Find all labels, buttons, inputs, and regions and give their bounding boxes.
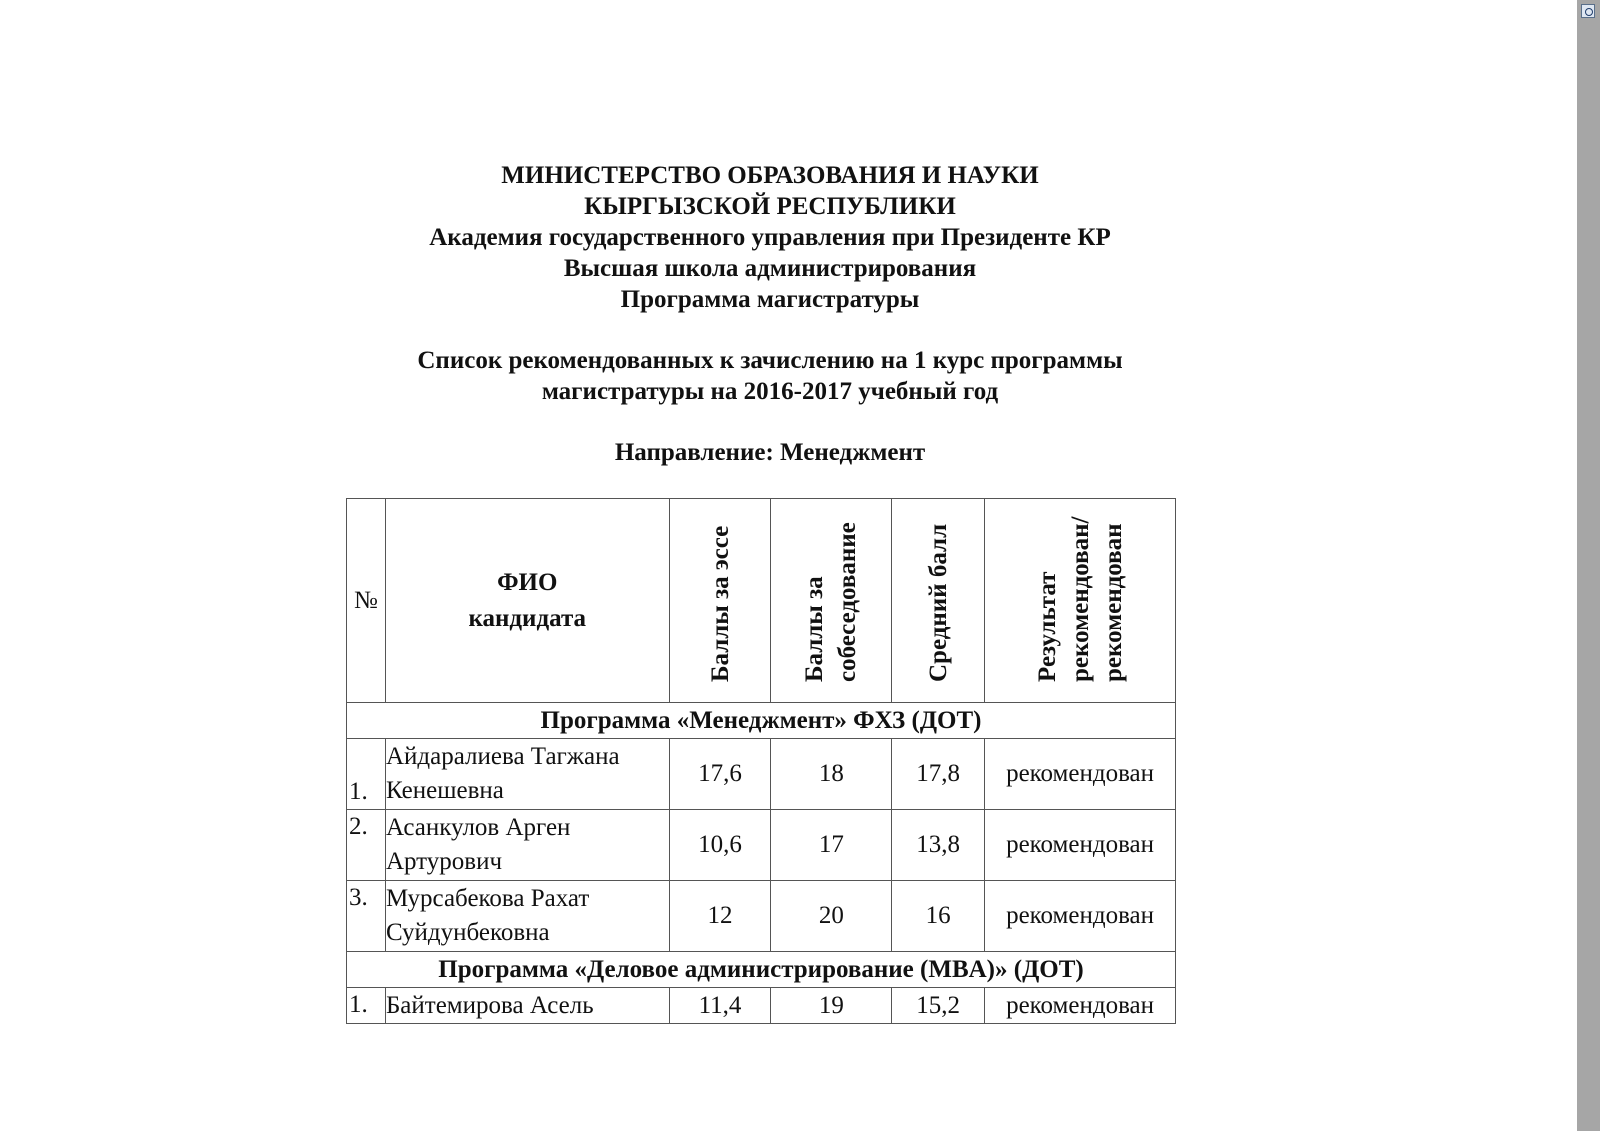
header-interview-label xyxy=(798,512,864,682)
essay-score: 12 xyxy=(669,881,771,952)
table-header-row xyxy=(347,499,1176,703)
table-row xyxy=(347,810,1176,881)
candidate-name xyxy=(385,739,669,810)
header-result-line-1: Результат xyxy=(1033,571,1061,682)
section-title: Программа «Менеджмент» ФХЗ (ДОТ) xyxy=(347,703,1176,739)
ministry-line-1: МИНИСТЕРСТВО ОБРАЗОВАНИЯ И НАУКИ xyxy=(501,162,1039,189)
academy-line: Академия государственного управления при Президенте КР xyxy=(429,224,1111,251)
essay-score: 11,4 xyxy=(669,988,771,1024)
list-title-line-1: Список рекомендованных к зачислению на 1 курс программы xyxy=(417,347,1123,374)
table-row xyxy=(347,739,1176,810)
ministry-line-2: КЫРГЫЗСКОЙ РЕСПУБЛИКИ xyxy=(584,193,956,220)
table-row xyxy=(347,881,1176,952)
interview-score: 20 xyxy=(771,881,892,952)
header-fio-line-1: ФИО xyxy=(497,568,558,596)
candidate-name-line-1: Асанкулов Арген xyxy=(385,814,571,841)
header-interview-line-2: собеседование xyxy=(834,522,862,682)
header-result xyxy=(985,499,1176,703)
candidate-name-line-1: Айдаралиева Тагжана xyxy=(385,743,620,770)
candidate-name xyxy=(385,881,669,952)
candidate-name-line-1: Байтемирова Асель xyxy=(385,991,594,1019)
header-num: № xyxy=(347,499,386,703)
candidate-name xyxy=(385,988,669,1024)
header-interview-line-1: Баллы за xyxy=(801,576,829,682)
program-line: Программа магистратуры xyxy=(620,286,920,313)
row-num: 1. xyxy=(347,988,386,1024)
section-row-mba xyxy=(347,952,1176,988)
header-fio-line-2: кандидата xyxy=(468,604,587,632)
average-score: 15,2 xyxy=(892,988,985,1024)
section-title: Программа «Деловое администрирование (MBA)» (ДОТ) xyxy=(347,952,1176,988)
result-status: рекомендован xyxy=(985,988,1176,1024)
header-average xyxy=(892,499,985,703)
header-interview xyxy=(771,499,892,703)
document-header xyxy=(340,160,1200,468)
school-line: Высшая школа администрирования xyxy=(563,255,977,282)
side-panel-note xyxy=(1580,22,1596,322)
side-panel xyxy=(1577,0,1600,1131)
candidate-name-line-2: Кенешевна xyxy=(385,777,504,804)
results-table xyxy=(346,498,1176,1024)
table-row xyxy=(347,988,1176,1024)
result-status: рекомендован xyxy=(985,810,1176,881)
essay-score: 10,6 xyxy=(669,810,771,881)
row-num: 2. xyxy=(347,810,386,881)
average-score: 13,8 xyxy=(892,810,985,881)
header-result-label xyxy=(1031,512,1130,682)
average-score: 17,8 xyxy=(892,739,985,810)
row-num: 1. xyxy=(347,739,386,810)
header-fio xyxy=(385,499,669,703)
direction-line: Направление: Менеджмент xyxy=(614,439,926,466)
interview-score: 19 xyxy=(771,988,892,1024)
result-status: рекомендован xyxy=(985,881,1176,952)
interview-score: 18 xyxy=(771,739,892,810)
header-result-line-2: рекомендован/ xyxy=(1066,516,1094,682)
list-title-line-2: магистратуры на 2016-2017 учебный год xyxy=(541,378,999,405)
candidate-name-line-2: Артурович xyxy=(385,848,503,875)
candidate-name-line-1: Мурсабекова Рахат xyxy=(385,885,590,912)
header-result-line-3: рекомендован xyxy=(1099,523,1127,682)
candidate-name xyxy=(385,810,669,881)
header-essay-label: Баллы за эссе xyxy=(706,525,734,682)
result-status: рекомендован xyxy=(985,739,1176,810)
section-row-management xyxy=(347,703,1176,739)
header-essay xyxy=(669,499,771,703)
candidate-name-line-2: Суйдунбековна xyxy=(385,919,550,946)
interview-score: 17 xyxy=(771,810,892,881)
average-score: 16 xyxy=(892,881,985,952)
essay-score: 17,6 xyxy=(669,739,771,810)
document-icon[interactable] xyxy=(1581,4,1595,18)
header-average-label: Средний балл xyxy=(924,523,952,682)
row-num: 3. xyxy=(347,881,386,952)
